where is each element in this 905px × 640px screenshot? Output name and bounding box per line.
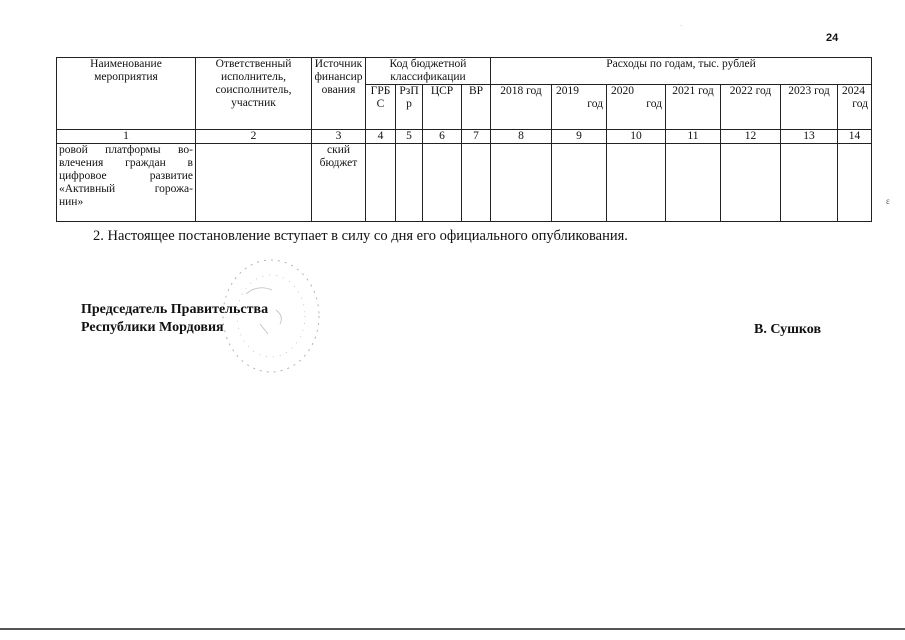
column-number: 9 [552,130,607,144]
header-rzpr: РзПр [396,85,423,130]
header-name: Наименование мероприятия [57,58,196,130]
header-expenses-group: Расходы по годам, тыс. рублей [491,58,872,85]
header-year-2018: 2018 год [491,85,552,130]
column-number: 14 [838,130,872,144]
column-number: 3 [312,130,366,144]
header-year-2020: 2020 год [607,85,666,130]
cell-2023 [781,144,838,222]
footer-rule [0,628,905,630]
signature-title [81,301,268,337]
column-number: 7 [462,130,491,144]
event-name-line: влечения граждан в [59,157,193,169]
event-name-line: цифровое развитие [59,170,193,182]
cell-2020 [607,144,666,222]
cell-2021 [666,144,721,222]
budget-table [56,57,872,222]
header-year-2023: 2023 год [781,85,838,130]
column-number: 8 [491,130,552,144]
column-number: 10 [607,130,666,144]
source-line: бюджет [319,157,358,169]
cell-2019 [552,144,607,222]
header-year-2022: 2022 год [721,85,781,130]
cell-2018 [491,144,552,222]
event-name-line: нин» [59,196,84,208]
page-number: 24 [826,32,839,44]
signature-title-line: Председатель Правительства [81,302,269,317]
header-grbs: ГРБС [366,85,396,130]
header-executor: Ответственный исполнитель, соисполнитель, участник [196,58,312,130]
cell-2022 [721,144,781,222]
source-line: ский [327,144,350,156]
header-source: Источник финансирования [312,58,366,130]
column-number: 5 [396,130,423,144]
cell-source [312,144,366,222]
table-row [57,144,872,222]
column-number: 11 [666,130,721,144]
column-number: 12 [721,130,781,144]
margin-mark-top: · [680,22,683,30]
column-number: 2 [196,130,312,144]
cell-rzpr [396,144,423,222]
cell-grbs [366,144,396,222]
clause-text: 2. Настоящее постановление вступает в силу со дня его официального опубликования. [93,228,628,244]
cell-executor [196,144,312,222]
header-code-group: Код бюджетной классификации [366,58,491,85]
cell-event-name [57,144,196,222]
cell-vr [462,144,491,222]
column-number: 1 [57,130,196,144]
header-csr: ЦСР [423,85,462,130]
header-year-2024: 2024 год [838,85,872,130]
header-year-2019: 2019 год [552,85,607,130]
header-year-2021: 2021 год [666,85,721,130]
event-name-line: «Активный горожа- [59,183,193,195]
cell-csr [423,144,462,222]
column-number: 4 [366,130,396,144]
signature-name: В. Сушков [754,322,822,337]
cell-2024 [838,144,872,222]
margin-mark: ɛ [886,196,890,206]
column-number: 13 [781,130,838,144]
column-numbers-row [57,130,872,144]
signature-title-line: Республики Мордовия [81,320,224,335]
event-name-line: ровой платформы во- [59,144,193,156]
column-number: 6 [423,130,462,144]
header-vr: ВР [462,85,491,130]
